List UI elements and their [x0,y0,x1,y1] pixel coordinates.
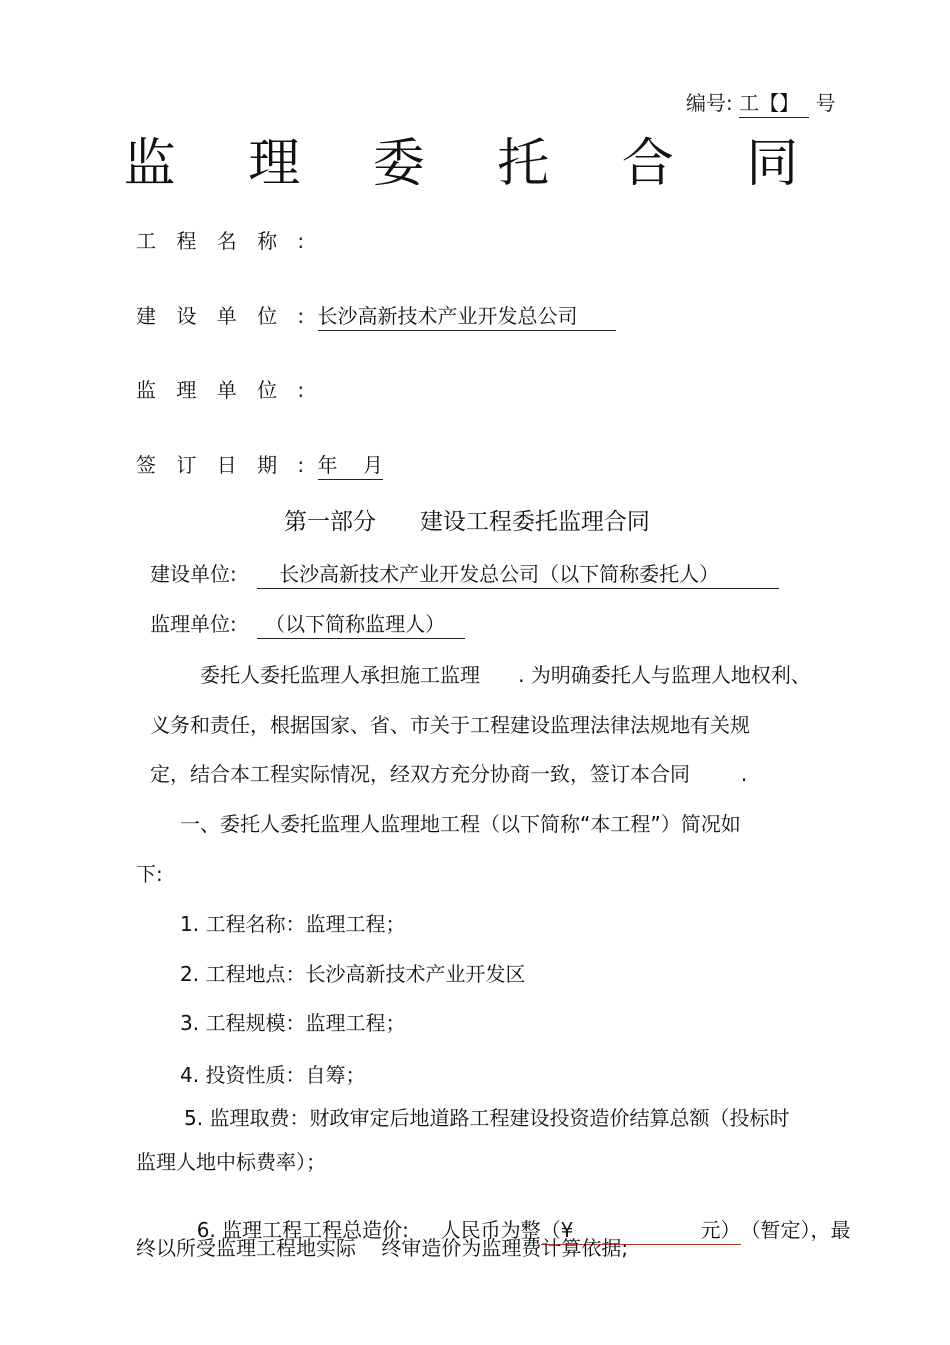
section1-line: 下: [136,862,163,886]
date-value: 年 月 [318,452,383,480]
document-number [686,90,835,118]
list-item-continuation: 监理人地中标费率）； [136,1150,326,1174]
contract-title: 监 理 委 托 合 同 [123,134,827,194]
cost-suffix: （暂定），最 [740,1218,851,1242]
cost-amount: （¥ 元） [541,1217,741,1245]
party-owner-label: 建设单位: [150,562,237,586]
list-item: 2. 工程地点：长沙高新技术产业开发区 [180,962,526,986]
list-item-continuation: 终以所受监理工程地实际 终审造价为监理费计算依据; [136,1236,629,1260]
list-item: 4. 投资性质：自筹； [180,1063,366,1087]
intro-line: 义务和责任，根据国家、省、市关于工程建设监理法律法规地有关规 [150,713,750,737]
intro-line: 委托人委托监理人承担施工监理 . 为明确委托人与监理人地权利、 [200,663,811,687]
cost-prefix: 6. 监理工程工程总造价: 人民币为整 [196,1218,541,1242]
list-item: 3. 工程规模：监理工程； [180,1011,406,1035]
owner-label: 建 设 单 位 : [136,304,312,328]
owner-row [136,303,616,331]
project-name-label: 工 程 名 称 : [136,229,312,253]
part-heading: 第一部分 建设工程委托监理合同 [284,509,650,535]
party-supervisor-value: （以下简称监理人） [257,611,465,639]
owner-value: 长沙高新技术产业开发总公司 [318,303,616,331]
intro-line: 定，结合本工程实际情况，经双方充分协商一致，签订本合同 . [150,762,748,786]
party-supervisor-label: 监理单位: [150,612,237,636]
date-label: 签 订 日 期 : [136,453,312,477]
document-number-value: 工【】 [739,90,809,118]
list-item: 5. 监理取费：财政审定后地道路工程建设投资造价结算总额（投标时 [184,1106,790,1130]
party-owner-row [150,561,779,589]
document-number-suffix: 号 [815,91,836,115]
list-item: 1. 工程名称：监理工程； [180,912,406,936]
section1-line: 一、委托人委托监理人监理地工程（以下简称“本工程”）简况如 [180,812,741,836]
party-owner-value: 长沙高新技术产业开发总公司（以下简称委托人） [257,561,779,589]
document-number-label: 编号: [686,91,733,115]
date-row [136,452,383,480]
supervisor-label: 监 理 单 位 : [136,378,312,402]
party-supervisor-row [150,611,465,639]
